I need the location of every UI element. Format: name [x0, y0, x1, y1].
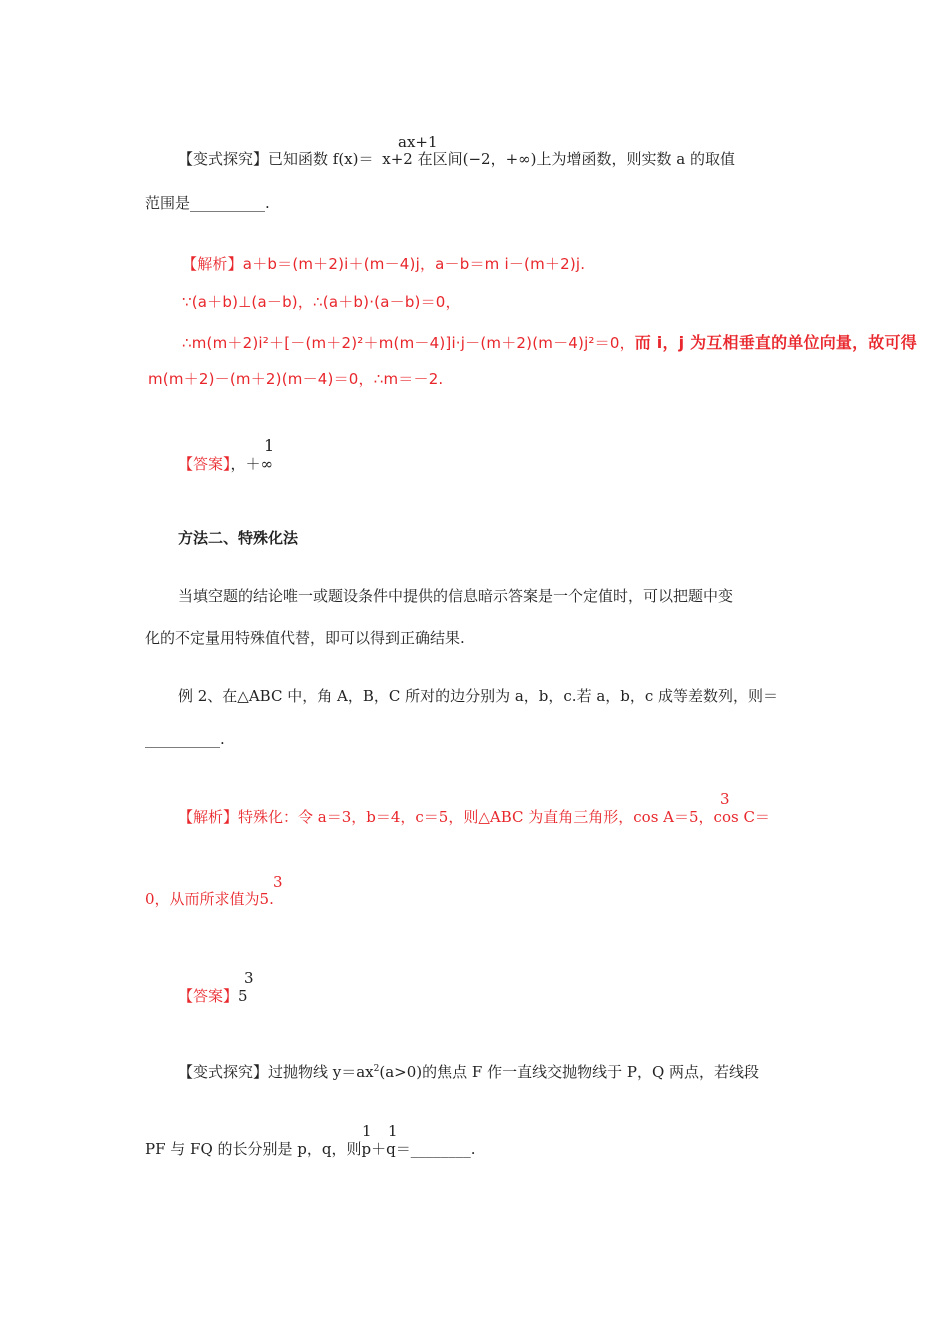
answer2-denominator: 5	[238, 987, 248, 1005]
example2-line1: 例 2、在△ABC 中，角 A，B，C 所对的边分别为 a，b，c.若 a，b，c 成等差数列，则＝	[178, 687, 779, 705]
answer2-numerator: 3	[244, 969, 254, 987]
solution2-line2-text: 0，从而所求值为	[145, 890, 260, 908]
method2-paragraph-line1: 当填空题的结论唯一或题设条件中提供的信息暗示答案是一个定值时，可以把题中变	[178, 587, 734, 605]
solution2-line1-rest: ，cos C＝	[698, 808, 770, 826]
answer1-numerator: 1	[264, 436, 275, 455]
solution1-line1: 【解析】a＋b＝(m＋2)i＋(m－4)j，a－b＝m i－(m＋2)j.	[182, 255, 586, 273]
variant2-line1-b: (a>0)的焦点 F 作一直线交抛物线于 P，Q 两点，若线段	[379, 1063, 760, 1081]
solution1-line3-text: 而 i，j 为互相垂直的单位向量，故可得	[634, 333, 917, 352]
variant2-frac2-num: 1	[388, 1122, 398, 1140]
solution2-line2	[145, 890, 274, 908]
solution2-line1	[178, 808, 770, 826]
variant2-line2-b: ＝________.	[395, 1140, 476, 1158]
solution1-line2: ∵(a＋b)⊥(a－b)，∴(a＋b)·(a－b)＝0，	[182, 293, 461, 311]
solution2-line1-text: 【解析】特殊化：令 a＝3，b＝4，c＝5，则△ABC 为直角三角形，cos A＝	[178, 808, 689, 826]
solution2-frac2-num: 3	[273, 873, 283, 891]
answer1-rest: ＋∞	[245, 455, 274, 473]
example2-line2: __________.	[145, 730, 225, 748]
method2-paragraph-line2: 化的不定量用特殊值代替，即可以得到正确结果.	[145, 629, 465, 647]
solution1-line3	[182, 330, 917, 353]
frac-numerator: ax+1	[398, 133, 438, 151]
variant-question-line2: 范围是__________.	[145, 194, 270, 212]
variant2-frac1-den: p	[361, 1140, 372, 1158]
variant-question-line1	[178, 150, 735, 168]
variant-question-rest: 在区间(−2，+∞)上为增函数，则实数 a 的取值	[417, 150, 736, 168]
variant2-exponent: 2	[373, 1064, 380, 1074]
solution1-line4: m(m＋2)－(m＋2)(m－4)＝0，∴m＝－2.	[148, 370, 444, 388]
answer1-comma: ，	[230, 455, 246, 473]
variant2-frac2-den: q	[386, 1140, 396, 1158]
answer1	[178, 455, 273, 473]
solution2-frac1-num: 3	[720, 790, 730, 808]
variant2-line1-a: 【变式探究】过抛物线 y＝ax	[178, 1063, 374, 1081]
frac-denominator: x+2	[382, 150, 413, 168]
variant2-line2	[145, 1140, 476, 1158]
variant-prefix: 【变式探究】已知函数 f(x)＝	[178, 150, 374, 168]
answer2	[178, 987, 248, 1005]
solution2-frac1-den: 5	[689, 808, 699, 826]
answer1-label: 【答案】	[178, 455, 231, 473]
solution2-line2-end: .	[269, 890, 274, 908]
method2-heading: 方法二、特殊化法	[178, 529, 299, 547]
variant2-frac1-num: 1	[362, 1122, 372, 1140]
solution2-frac2-den: 5	[259, 890, 270, 908]
variant2-line1	[178, 1060, 759, 1081]
variant2-line2-a: PF 与 FQ 的长分别是 p，q，则	[145, 1140, 362, 1158]
answer2-label: 【答案】	[178, 987, 239, 1005]
variant2-plus: ＋	[371, 1140, 387, 1158]
solution1-line3-math: ∴m(m＋2)i²＋[－(m＋2)²＋m(m－4)]i·j－(m＋2)(m－4)j²＝0，	[182, 334, 635, 352]
